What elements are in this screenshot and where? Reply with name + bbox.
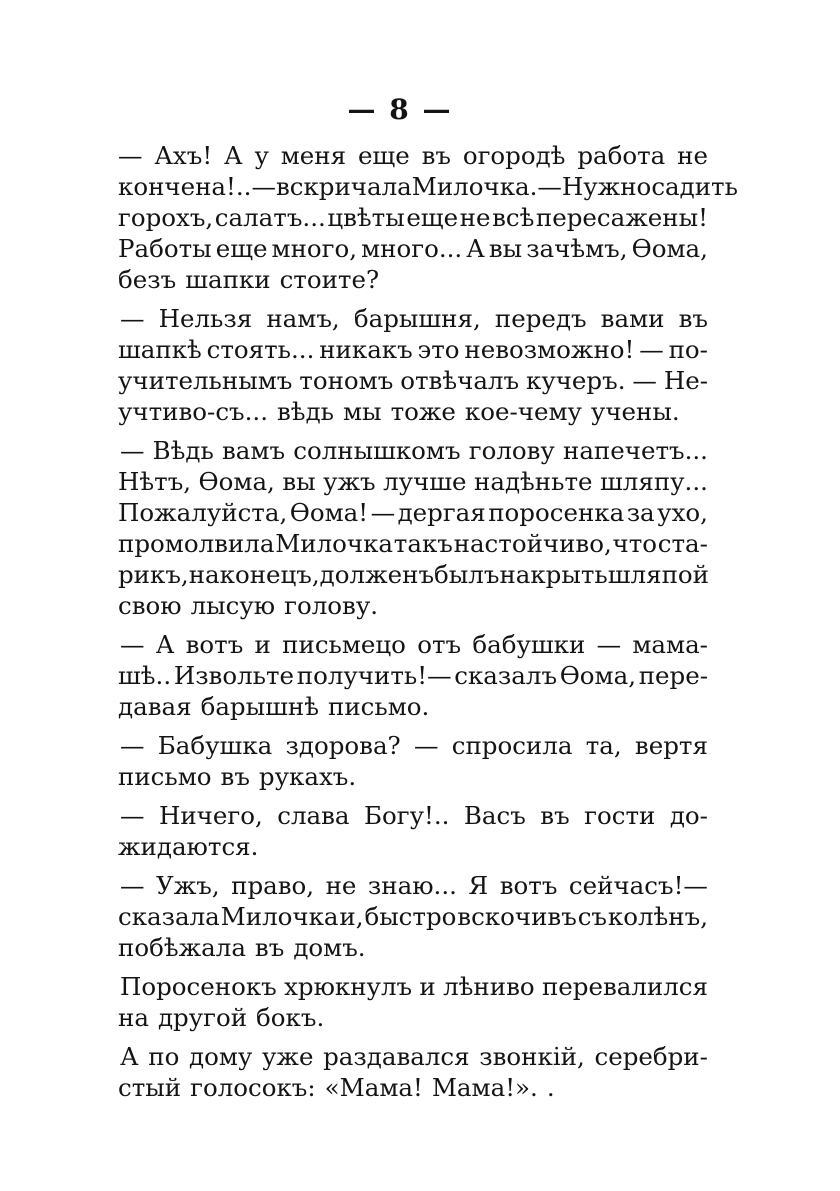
text-line: свою лысую голову. <box>118 591 379 620</box>
paragraph <box>118 303 708 427</box>
text-line: на другой бокъ. <box>118 1003 325 1032</box>
text-line: — Вѣдь вамъ солнышкомъ голову напечетъ... <box>120 436 708 465</box>
paragraph <box>118 800 708 862</box>
text-line: промолвила Милочка такъ настойчиво, что ста- <box>118 529 708 558</box>
text-line: — Нельзя намъ, барышня, передъ вами въ <box>120 304 708 333</box>
text-line: — Ничего, слава Богу!.. Васъ въ гости до- <box>120 801 708 830</box>
text-line: жидаются. <box>118 832 259 861</box>
text-line: безъ шапки стоите? <box>118 265 380 294</box>
text-line: горохъ, салатъ... цвѣты еще не всѣ пересажены! <box>118 203 708 232</box>
text-line: побѣжала въ домъ. <box>118 933 366 962</box>
page-number: — 8 — <box>347 93 453 126</box>
paragraph <box>118 730 708 792</box>
paragraph <box>118 140 738 295</box>
paragraph <box>118 629 708 722</box>
text-line: Нѣтъ, Өома, вы ужъ лучше надѣньте шляпу... <box>118 467 708 496</box>
text-line: кончена!..—вскричала Милочка.—Нужно садить <box>118 172 738 201</box>
text-line: шѣ.. Извольте получить!— сказалъ Өома, пере- <box>118 661 708 690</box>
text-line: стый голосокъ: «Мама! Мама!». . <box>118 1073 555 1102</box>
text-line: учительнымъ тономъ отвѣчалъ кучеръ. — Не- <box>118 366 708 395</box>
paragraph <box>118 435 708 621</box>
text-line: — А вотъ и письмецо отъ бабушки — мама- <box>120 630 708 659</box>
text-line: — Бабушка здорова? — спросила та, вертя <box>120 731 708 760</box>
text-line: Пожалуйста, Өома! — дергая поросенка за ухо, <box>118 498 708 527</box>
text-line: давая барышнѣ письмо. <box>118 692 430 721</box>
text-line: Поросенокъ хрюкнулъ и лѣниво перевалился <box>120 972 708 1001</box>
paragraph <box>118 870 708 963</box>
paragraph <box>118 971 708 1033</box>
text-line: учтиво-съ... вѣдь мы тоже кое-чему учены. <box>118 397 680 426</box>
text-line: шапкѣ стоять... никакъ это невозможно! — по- <box>118 335 708 364</box>
text-line: А по дому уже раздавался звонкій, серебри- <box>120 1042 708 1071</box>
text-line: — Ужъ, право, не знаю... Я вотъ сейчасъ!— <box>120 871 708 900</box>
text-line: — Ахъ! А у меня еще въ огородѣ работа не <box>118 141 708 170</box>
paragraph <box>118 1041 708 1103</box>
text-line: письмо въ рукахъ. <box>118 762 357 791</box>
text-line: сказала Милочка и, быстро вскочивъ съ колѣнъ, <box>118 902 708 931</box>
text-line: Работы еще много, много... А вы зачѣмъ, Өома, <box>118 234 708 263</box>
text-line: рикъ, наконецъ, долженъ былъ накрыть шляпой <box>118 560 709 589</box>
page-text <box>118 140 738 1103</box>
